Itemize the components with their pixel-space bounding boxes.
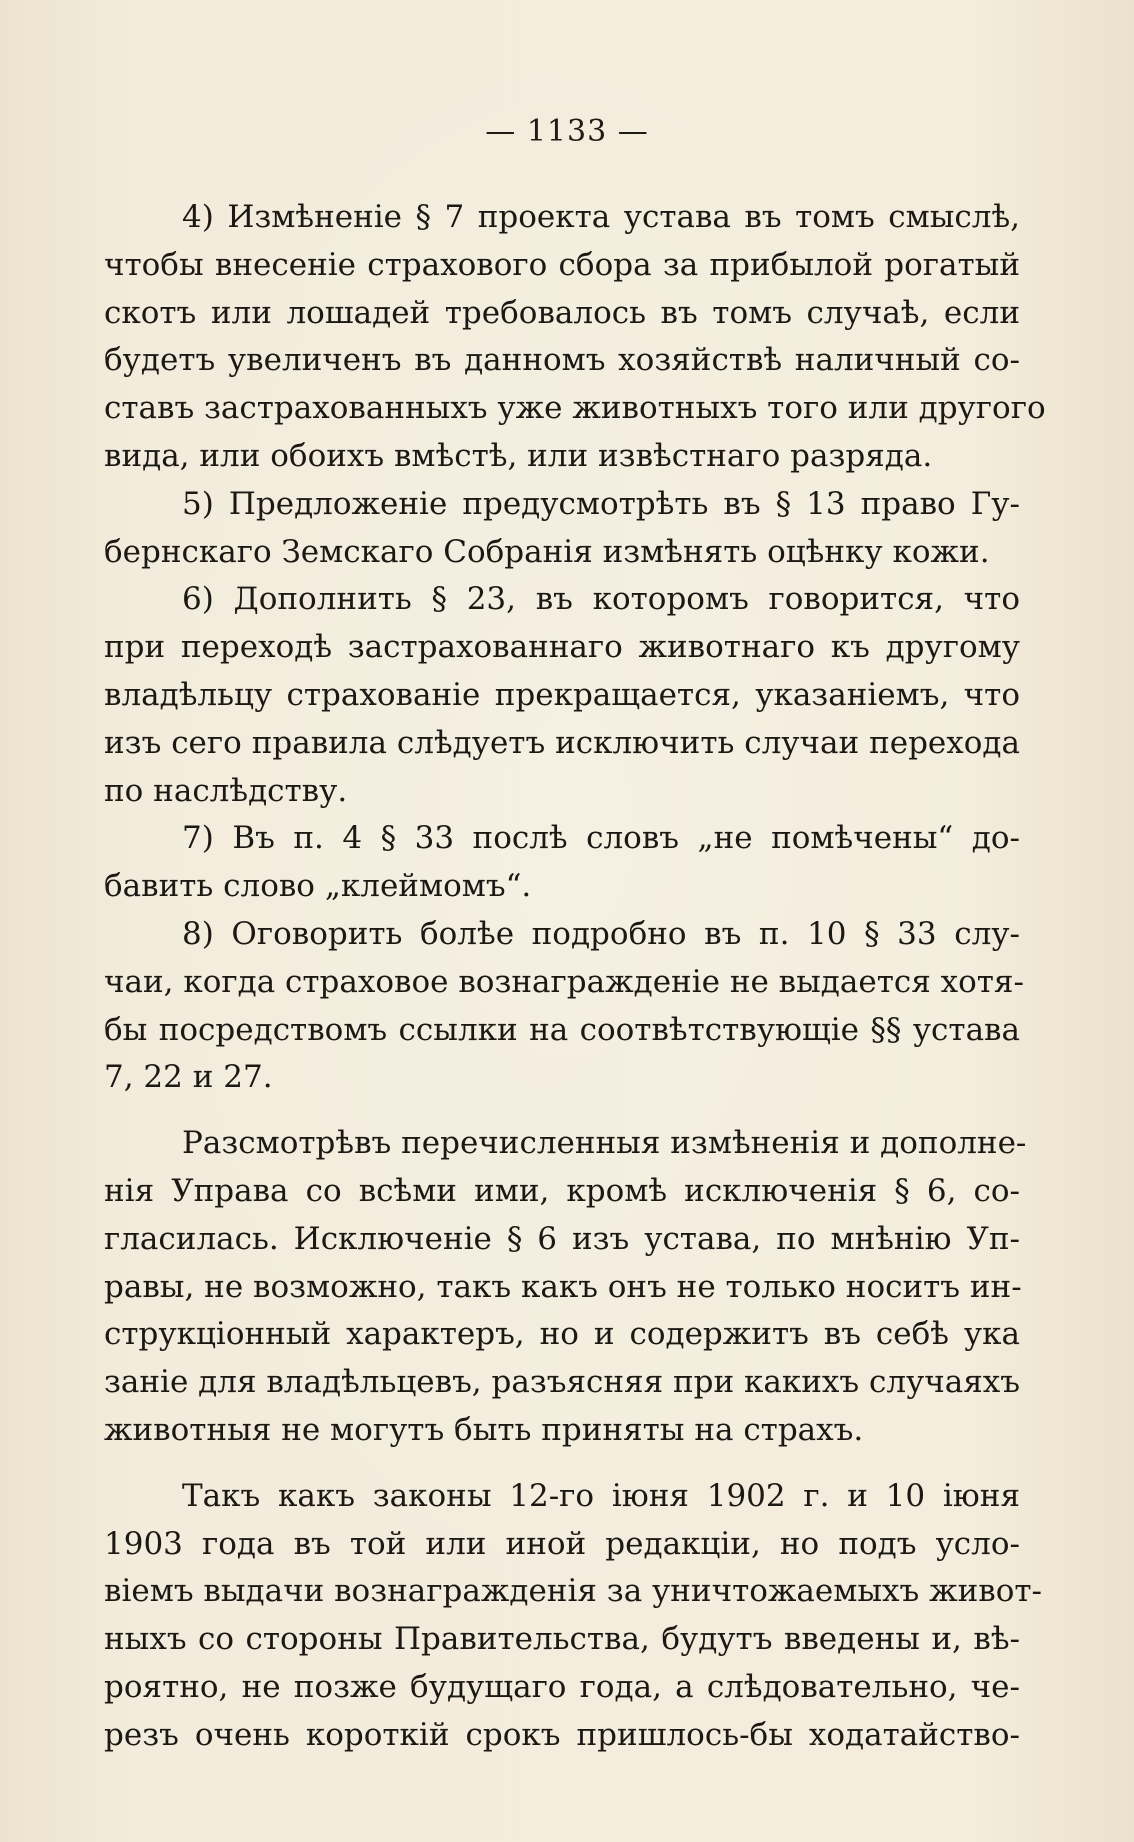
text-line: резъ очень короткій срокъ пришлось-бы ходатайство- — [104, 1716, 1020, 1753]
text-line: 7) Въ п. 4 § 33 послѣ словъ „не помѣчены“ до- — [182, 820, 1020, 857]
text-line: ставъ застрахованныхъ уже животныхъ того или другого — [104, 390, 1046, 427]
text-line: 7, 22 и 27. — [104, 1059, 273, 1096]
paragraph-item-8 — [104, 911, 1024, 1102]
text-line: владѣльцу страхованіе прекращается, указаніемъ, что — [104, 676, 1020, 713]
body-text — [104, 194, 1046, 1760]
text-line: заніе для владѣльцевъ, разъясняя при какихъ случаяхъ — [104, 1364, 1021, 1401]
page-number: — 1133 — — [485, 114, 649, 149]
text-line: чаи, когда страховое вознагражденіе не выдается хотя- — [104, 963, 1024, 1000]
text-line: вида, или обоихъ вмѣстѣ, или извѣстнаго разряда. — [104, 437, 933, 474]
paragraph-item-5 — [104, 481, 1020, 577]
paragraph-item-4 — [104, 194, 1046, 481]
text-line: віемъ выдачи вознагражденія за уничтожаемыхъ живот- — [104, 1573, 1043, 1610]
text-line: гласилась. Исключеніе § 6 изъ устава, по мнѣнію Уп- — [104, 1220, 1020, 1257]
text-line: 5) Предложеніе предусмотрѣть въ § 13 право Гу- — [182, 485, 1020, 522]
text-line: бавить слово „клеймомъ“. — [104, 868, 532, 905]
text-line: Разсмотрѣвъ перечисленныя измѣненія и дополне- — [182, 1125, 1027, 1162]
text-line: 6) Дополнить § 23, въ которомъ говорится, что — [182, 581, 1020, 618]
bleed-through-header — [170, 160, 180, 198]
text-line: по наслѣдству. — [104, 772, 348, 809]
paragraph-item-7 — [104, 815, 1020, 911]
text-line: равы, не возможно, такъ какъ онъ не только носитъ ин- — [104, 1268, 1022, 1305]
text-line: нія Управа со всѣми ими, кромѣ исключенія § 6, со- — [104, 1172, 1020, 1209]
text-line: 1903 года въ той или иной редакціи, но подъ усло- — [104, 1525, 1020, 1562]
text-line: чтобы внесеніе страхового сбора за прибылой рогатый — [104, 246, 1020, 283]
paragraph-item-6 — [104, 576, 1020, 815]
paragraph-laws — [104, 1473, 1043, 1760]
text-line: роятно, не позже будущаго года, а слѣдовательно, че- — [104, 1668, 1020, 1705]
text-line: будетъ увеличенъ въ данномъ хозяйствѣ наличный со- — [104, 342, 1020, 379]
text-line: бы посредствомъ ссылки на соотвѣтствующіе §§ устава — [104, 1011, 1020, 1048]
text-line: скотъ или лошадей требовалось въ томъ случаѣ, если — [104, 294, 1020, 331]
text-line: животныя не могутъ быть приняты на страхъ. — [104, 1411, 864, 1448]
text-line: изъ сего правила слѣдуетъ исключить случаи перехода — [104, 724, 1020, 761]
text-line: при переходѣ застрахованнаго животнаго къ другому — [104, 629, 1020, 666]
text-line: Такъ какъ законы 12-го іюня 1902 г. и 10 іюня — [182, 1477, 1020, 1514]
text-line: ныхъ со стороны Правительства, будутъ введены и, вѣ- — [104, 1621, 1020, 1658]
text-line: 8) Оговорить болѣе подробно въ п. 10 § 33 слу- — [182, 915, 1020, 952]
text-line: струкціонный характеръ, но и содержитъ въ себѣ ука — [104, 1316, 1020, 1353]
paragraph-conclusion — [104, 1120, 1027, 1455]
text-line: 4) Измѣненіе § 7 проекта устава въ томъ смыслѣ, — [182, 199, 1020, 235]
text-line: бернскаго Земскаго Собранія измѣнять оцѣнку кожи. — [104, 533, 990, 570]
